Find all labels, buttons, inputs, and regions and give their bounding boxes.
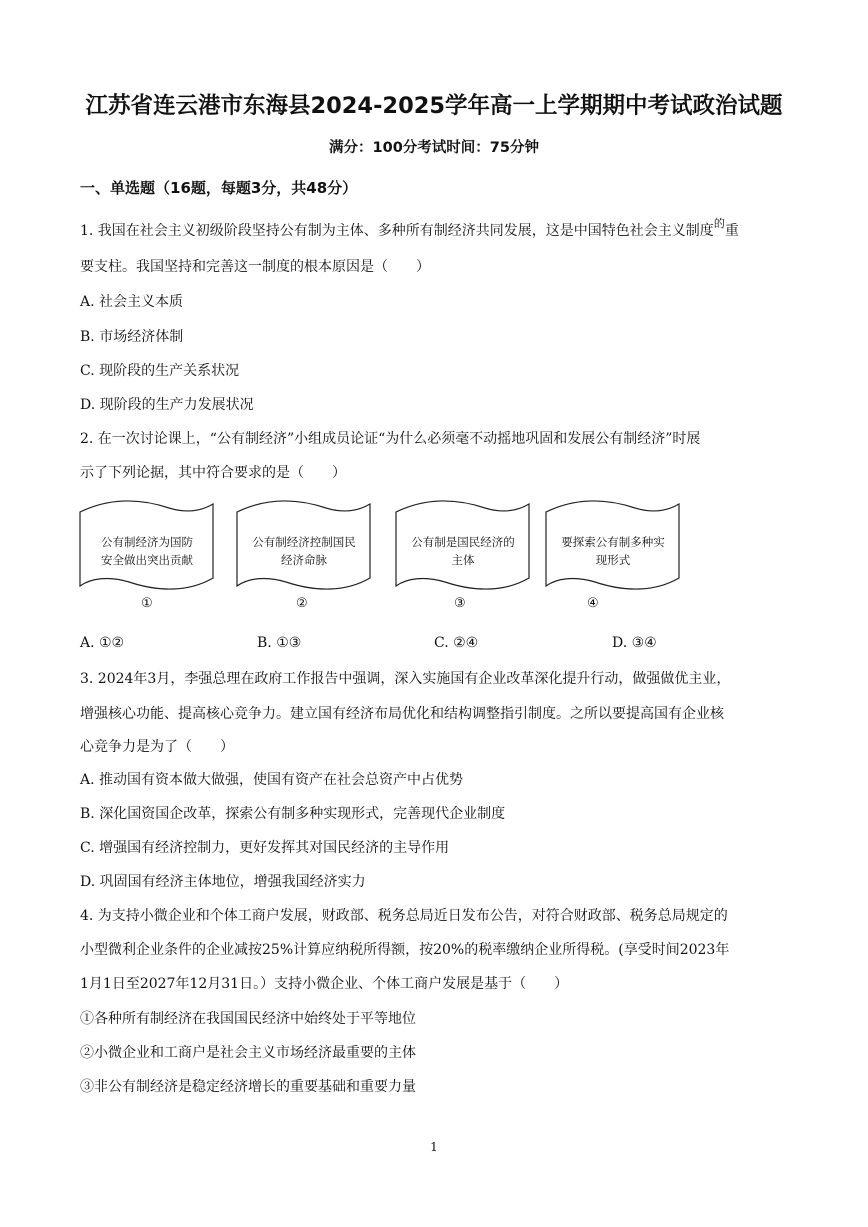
q1-option-c: C. 现阶段的生产关系状况: [80, 363, 240, 379]
q2-stem-line1: 2. 在一次讨论课上，“公有制经济”小组成员论证“为什么必须毫不动摇地巩固和发展公有制经济”时展: [80, 431, 701, 447]
q3-stem-line3: 心竞争力是为了（ ）: [80, 739, 234, 755]
q1-stem-line2: 要支柱。我国坚持和完善这一制度的根本原因是（ ）: [80, 259, 430, 275]
card-2-number: ②: [296, 596, 308, 611]
q3-stem-line2: 增强核心功能、提高核心竞争力。建立国有经济布局优化和结构调整指引制度。之所以要提高国有企业核: [80, 706, 724, 722]
q1-option-a: A. 社会主义本质: [80, 294, 184, 310]
card-4-number: ④: [587, 596, 599, 611]
card-2-text-line1: 公有制经济控制国民: [252, 535, 356, 549]
card-1-text-line1: 公有制经济为国防: [101, 535, 193, 549]
q1-option-b: B. 市场经济体制: [80, 329, 184, 345]
section-heading: 一、单选题（16题，每题3分，共48分）: [80, 179, 358, 197]
q2-stem-line2: 示了下列论据，其中符合要求的是（ ）: [80, 465, 346, 481]
card-1-number: ①: [141, 596, 153, 611]
q1-option-d: D. 现阶段的生产力发展状况: [80, 397, 254, 413]
q4-stem-line1: 4. 为支持小微企业和个体工商户发展，财政部、税务总局近日发布公告，对符合财政部、税务总局规定的: [80, 908, 728, 924]
exam-info: 满分：100分考试时间：75分钟: [329, 140, 539, 156]
page-number: 1: [430, 1140, 438, 1154]
card-3-text-line2: 主体: [451, 553, 475, 567]
card-3-number: ③: [454, 596, 466, 611]
q4-statement-3: ③非公有制经济是稳定经济增长的重要基础和重要力量: [80, 1079, 416, 1095]
card-3-text-line1: 公有制是国民经济的: [411, 535, 515, 549]
q4-stem-line2: 小型微利企业条件的企业减按25%计算应纳税所得额，按20%的税率缴纳企业所得税。(享受时间2023年: [80, 942, 730, 958]
q4-statement-1: ①各种所有制经济在我国国民经济中始终处于平等地位: [80, 1011, 416, 1027]
q3-option-d: D. 巩固国有经济主体地位，增强我国经济实力: [80, 874, 366, 890]
q3-option-b: B. 深化国资国企改革，探索公有制多种实现形式，完善现代企业制度: [80, 806, 506, 822]
card-4-text-line2: 现形式: [595, 553, 631, 567]
q1-stem-line1: 1. 我国在社会主义初级阶段坚持公有制为主体、多种所有制经济共同发展，这是中国特色社会主义制度$^的$重: [80, 217, 739, 239]
q2-option-d: D. ③④: [612, 635, 657, 651]
q2-option-c: C. ②④: [434, 635, 479, 651]
card-4-text-line1: 要探索公有制多种实: [561, 535, 665, 549]
q4-stem-line3: 1月1日至2027年12月31日。）支持小微企业、个体工商户发展是基于（ ）: [80, 976, 569, 992]
card-1-text-line2: 安全做出突出贡献: [101, 553, 193, 567]
q3-option-c: C. 增强国有经济控制力，更好发挥其对国民经济的主导作用: [80, 840, 450, 856]
q4-statement-2: ②小微企业和工商户是社会主义市场经济最重要的主体: [80, 1045, 416, 1061]
page-title: 江苏省连云港市东海县2024-2025学年高一上学期期中考试政治试题: [85, 93, 783, 119]
card-2-text-line2: 经济命脉: [281, 553, 327, 567]
q2-option-b: B. ①③: [257, 635, 302, 651]
q3-stem-line1: 3. 2024年3月，李强总理在政府工作报告中强调，深入实施国有企业改革深化提升行动，做强做优主业，: [80, 671, 731, 687]
q2-option-a: A. ①②: [80, 635, 125, 651]
q3-option-a: A. 推动国有资本做大做强，使国有资产在社会总资产中占优势: [80, 772, 464, 788]
